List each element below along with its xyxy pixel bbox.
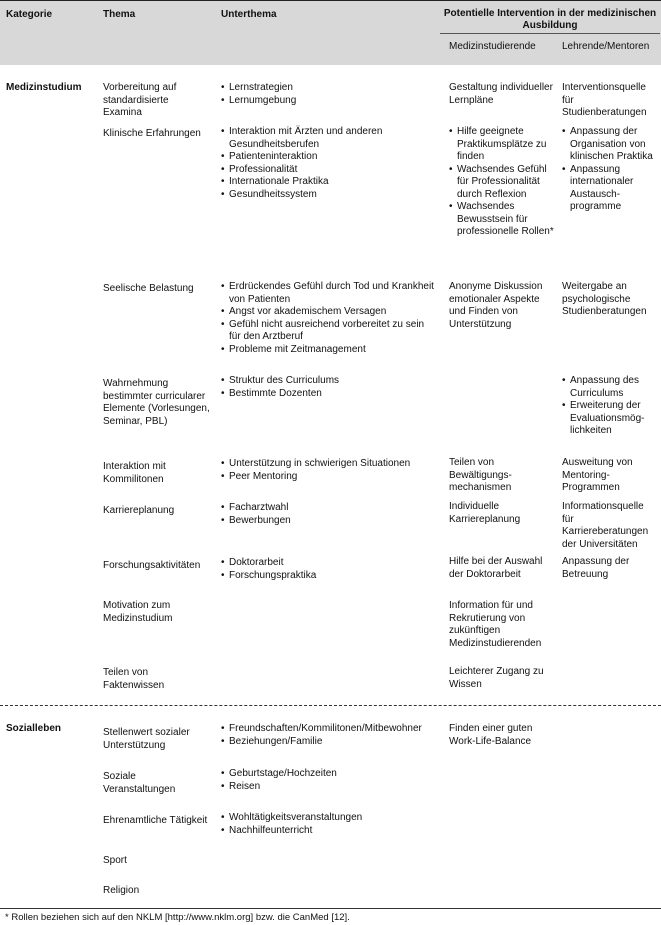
header-intervention-title: Potentielle Intervention in der medizinischen Ausbildung — [443, 8, 657, 31]
thema-cell: Motivation zum Medizinstudium — [103, 600, 173, 624]
teachers-intervention-item: • Anpassung des Curriculums — [562, 375, 658, 400]
table-header — [0, 0, 661, 65]
thema-cell: Seelische Belastung — [103, 283, 194, 294]
teachers-intervention: Interventionsquelle für Studienberatungen — [562, 82, 647, 118]
subtopic-item: • Patienteninteraktion — [221, 151, 436, 164]
subtopic-item: • Doktorarbeit — [221, 557, 436, 570]
header-divider — [440, 33, 660, 34]
subtopic-item: • Gesundheitssystem — [221, 189, 436, 202]
thema-cell: Religion — [103, 885, 140, 896]
table-bottom-rule — [0, 908, 661, 909]
subtopic-item: • Wohltätigkeitsveranstaltungen — [221, 812, 436, 825]
teachers-intervention: Anpassung der Betreuung — [562, 556, 630, 580]
teachers-intervention-item: • Erweiterung der Evaluationsmög-lichkeiten — [562, 400, 658, 438]
thema-cell: Karriereplanung — [103, 505, 175, 516]
subtopic-list — [221, 557, 436, 582]
subtopic-item: • Probleme mit Zeitmanagement — [221, 344, 436, 357]
subtopic-list — [221, 126, 436, 201]
students-intervention-item: • Hilfe geeignete Praktikumsplätze zu finden — [449, 126, 555, 164]
students-intervention: Leichterer Zugang zu Wissen — [449, 666, 544, 690]
thema-cell: Interaktion mit Kommilitonen — [103, 461, 166, 485]
subtopic-item: • Bestimmte Dozenten — [221, 388, 436, 401]
subtopic-list — [221, 458, 436, 483]
subtopic-list — [221, 812, 436, 837]
subtopic-item: • Lernumgebung — [221, 95, 436, 108]
subtopic-list — [221, 502, 436, 527]
header-col-students: Medizinstudierende — [449, 41, 536, 52]
students-intervention-item: • Wachsendes Bewusstsein für professionelle Rollen* — [449, 201, 555, 239]
subtopic-list — [221, 82, 436, 107]
thema-cell: Soziale Veranstaltungen — [103, 771, 176, 795]
subtopic-item: • Unterstützung in schwierigen Situationen — [221, 458, 436, 471]
subtopic-item: • Lernstrategien — [221, 82, 436, 95]
subtopic-item: • Erdrückendes Gefühl durch Tod und Krankheit von Patienten — [221, 281, 436, 306]
header-col-teachers: Lehrende/Mentoren — [562, 41, 650, 52]
teachers-intervention-list — [562, 375, 658, 438]
teachers-intervention: Weitergabe an psychologische Studienberatungen — [562, 281, 647, 317]
students-intervention: Individuelle Karriereplanung — [449, 501, 521, 525]
thema-cell: Vorbereitung auf standardisierte Examina — [103, 82, 177, 118]
thema-cell: Stellenwert sozialer Unterstützung — [103, 727, 190, 751]
subtopic-item: • Struktur des Curriculums — [221, 375, 436, 388]
subtopic-list — [221, 768, 436, 793]
subtopic-item: • Beziehungen/Familie — [221, 736, 446, 749]
subtopic-item: • Gefühl nicht ausreichend vorbereitet zu sein für den Arztberuf — [221, 319, 436, 344]
category-label: Medizinstudium — [6, 82, 82, 93]
thema-cell: Teilen von Faktenwissen — [103, 667, 165, 691]
thema-cell: Ehrenamtliche Tätigkeit — [103, 815, 208, 826]
subtopic-item: • Nachhilfeunterricht — [221, 825, 436, 838]
students-intervention-list — [449, 126, 555, 239]
teachers-intervention: Ausweitung von Mentoring-Programmen — [562, 457, 633, 493]
subtopic-item: • Angst vor akademischem Versagen — [221, 306, 436, 319]
students-intervention: Anonyme Diskussion emotionaler Aspekte und Finden von Unterstützung — [449, 281, 543, 330]
subtopic-item: • Interaktion mit Ärzten und anderen Gesundheitsberufen — [221, 126, 436, 151]
header-kategorie: Kategorie — [6, 9, 53, 20]
subtopic-item: • Bewerbungen — [221, 515, 436, 528]
subtopic-item: • Geburtstage/Hochzeiten — [221, 768, 436, 781]
teachers-intervention-list — [562, 126, 658, 214]
subtopic-item: • Reisen — [221, 781, 436, 794]
students-intervention: Teilen von Bewältigungs-mechanismen — [449, 457, 512, 493]
teachers-intervention: Informationsquelle für Karriereberatungen der Universitäten — [562, 501, 649, 550]
category-label: Sozialleben — [6, 723, 62, 734]
thema-cell: Forschungsaktivitäten — [103, 560, 201, 571]
subtopic-list — [221, 281, 436, 356]
subtopic-list — [221, 723, 446, 748]
thema-cell: Sport — [103, 855, 127, 866]
students-intervention-item: • Wachsendes Gefühl für Professionalität durch Reflexion — [449, 164, 555, 202]
students-intervention: Finden einer guten Work-Life-Balance — [449, 723, 533, 747]
section-divider — [0, 705, 661, 706]
subtopic-item: • Internationale Praktika — [221, 176, 436, 189]
students-intervention: Gestaltung individueller Lernpläne — [449, 82, 553, 106]
teachers-intervention-item: • Anpassung der Organisation von klinischen Praktika — [562, 126, 658, 164]
footnote: * Rollen beziehen sich auf den NKLM [http://www.nklm.org] bzw. die CanMed [12]. — [5, 912, 350, 923]
subtopic-item: • Facharztwahl — [221, 502, 436, 515]
subtopic-item: • Peer Mentoring — [221, 471, 436, 484]
teachers-intervention-item: • Anpassung internationaler Austausch-programme — [562, 164, 658, 214]
thema-cell: Wahrnehmung bestimmter curricularer Elemente (Vorlesungen, Seminar, PBL) — [103, 378, 210, 427]
subtopic-item: • Professionalität — [221, 164, 436, 177]
header-thema: Thema — [103, 9, 136, 20]
header-unterthema: Unterthema — [221, 9, 277, 20]
subtopic-item: • Freundschaften/Kommilitonen/Mitbewohner — [221, 723, 446, 736]
subtopic-list — [221, 375, 436, 400]
subtopic-item: • Forschungspraktika — [221, 570, 436, 583]
students-intervention: Information für und Rekrutierung von zukünftigen Medizinstudierenden — [449, 600, 542, 649]
students-intervention: Hilfe bei der Auswahl der Doktorarbeit — [449, 556, 543, 580]
thema-cell: Klinische Erfahrungen — [103, 128, 201, 139]
